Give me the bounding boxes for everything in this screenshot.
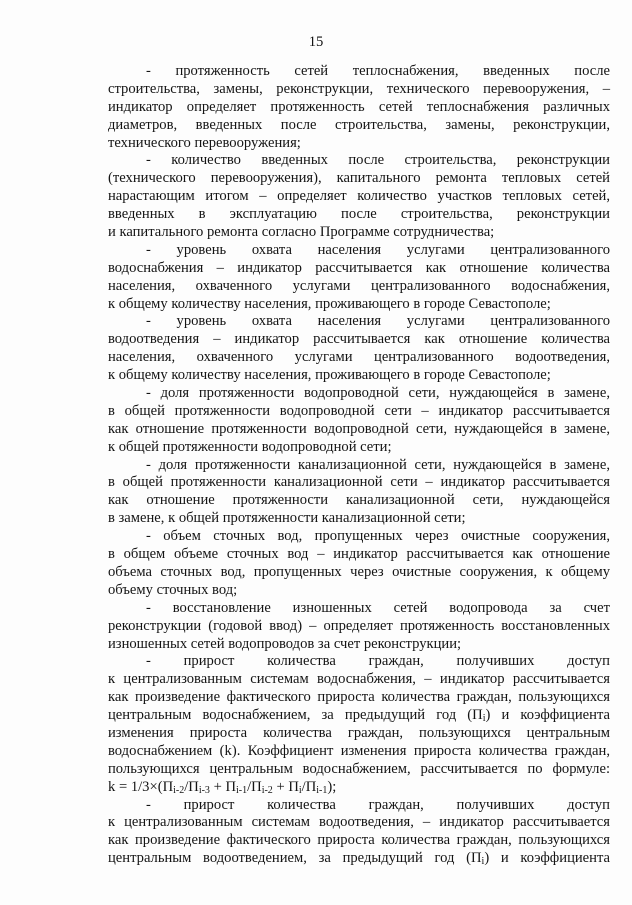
text-line: изношенных сетей водопроводов за счет реконструкции; <box>108 635 462 652</box>
page-number: 15 <box>308 34 324 50</box>
text-line: к общей протяженности водопроводной сети; <box>108 438 392 455</box>
text-line: в общей протяженности водопроводной сети – индикатор рассчитывается <box>108 402 610 419</box>
text-line: населения, охваченного услугами централизованного водоснабжения, <box>108 277 610 294</box>
text-line: в замене, к общей протяженности канализационной сети; <box>108 510 466 527</box>
paragraph <box>108 152 610 241</box>
text-line: индикатор определяет протяженность сетей теплоснабжения различных <box>108 98 610 115</box>
text-line: - прирост количества граждан, получивших доступ <box>146 653 610 670</box>
body-text <box>108 63 610 868</box>
text-line: строительства, замены, реконструкции, технического перевооружения, – <box>108 80 610 97</box>
text-line: - уровень охвата населения услугами централизованного <box>146 313 610 330</box>
text-line: - доля протяженности канализационной сети, нуждающейся в замене, <box>146 456 610 473</box>
text-line: водоотведения – индикатор рассчитывается как отношение количества <box>108 331 610 348</box>
paragraph <box>108 242 610 314</box>
paragraph <box>108 313 610 385</box>
text-line: изменения прироста количества граждан, пользующихся центральным <box>108 724 610 741</box>
paragraph <box>108 600 610 654</box>
text-line: введенных в эксплуатацию после строительства, реконструкции <box>108 206 610 223</box>
text-line: населения, охваченного услугами централизованного водоотведения, <box>108 349 610 366</box>
text-line: как произведение фактического прироста количества граждан, пользующихся <box>108 832 610 849</box>
paragraph <box>108 385 610 457</box>
paragraph <box>108 63 610 152</box>
paragraph <box>108 653 610 796</box>
text-line: как отношение протяженности канализационной сети, нуждающейся <box>108 492 610 509</box>
text-line: - восстановление изношенных сетей водопровода за счет <box>146 599 610 616</box>
text-line: - уровень охвата населения услугами централизованного <box>146 241 610 258</box>
text-line: - количество введенных после строительства, реконструкции <box>146 152 610 169</box>
text-line: центральным водоотведением, за предыдущий год $(П_i)$ и коэффициента <box>108 850 611 868</box>
text-line: как отношение протяженности водопроводной сети, нуждающейся в замене, <box>108 420 610 437</box>
text-line: (технического перевооружения), капитального ремонта тепловых сетей <box>108 170 610 187</box>
text-line: объему сточных вод; <box>108 581 238 598</box>
text-line: - прирост количества граждан, получивших доступ <box>146 796 610 813</box>
text-line: нарастающим итогом – определяет количество участков тепловых сетей, <box>108 188 610 205</box>
text-line: - протяженность сетей теплоснабжения, введенных после <box>146 63 610 79</box>
text-line: к централизованным системам водоотведения, – индикатор рассчитывается <box>108 814 610 831</box>
text-line: центральным водоснабжением, за предыдущий год $(П_i)$ и коэффициента <box>108 707 610 725</box>
text-line: и капитального ремонта согласно Программе сотрудничества; <box>108 224 495 241</box>
text-line: - объем сточных вод, пропущенных через очистные сооружения, <box>146 528 610 545</box>
paragraph <box>108 457 610 529</box>
text-line: как произведение фактического прироста количества граждан, пользующихся <box>108 689 610 706</box>
text-line: реконструкции (годовой ввод) – определяет протяженность восстановленных <box>108 617 610 634</box>
paragraph <box>108 797 610 869</box>
text-line: пользующихся центральным водоснабжением, рассчитывается по формуле: <box>108 760 610 777</box>
text-line: диаметров, введенных после строительства, замены, реконструкции, <box>108 116 610 133</box>
paragraph <box>108 528 610 600</box>
text-line: к общему количеству населения, проживающего в городе Севастополе; <box>108 367 551 384</box>
text-line: в общей протяженности канализационной сети – индикатор рассчитывается <box>108 474 610 491</box>
text-line: объема сточных вод, пропущенных через очистные сооружения, к общему <box>108 563 610 580</box>
text-line: к централизованным системам водоснабжения, – индикатор рассчитывается <box>108 671 610 688</box>
text-line: - доля протяженности водопроводной сети, нуждающейся в замене, <box>146 385 610 402</box>
text-line: технического перевооружения; <box>108 134 301 151</box>
text-line: водоснабжения – индикатор рассчитывается как отношение количества <box>108 259 610 276</box>
text-line: в общем объеме сточных вод – индикатор рассчитывается как отношение <box>108 546 610 563</box>
text-line: к общему количеству населения, проживающего в городе Севастополе; <box>108 295 551 312</box>
text-line: водоснабжением (k). Коэффициент изменения прироста количества граждан, <box>108 742 610 759</box>
text-line: $k = 1/3\times(П_{i-2}/П_{i-3} + П_{i-1}/П_{i-2} + П_i/П_{i-1})$; <box>108 778 337 796</box>
